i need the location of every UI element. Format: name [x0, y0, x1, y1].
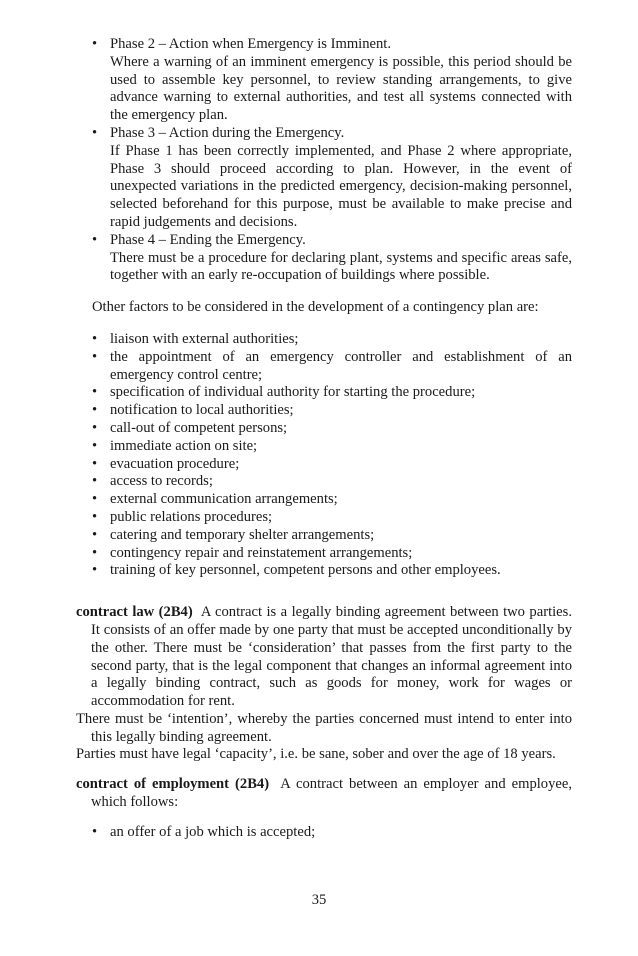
list-item-text: external communication arrangements; [110, 491, 338, 508]
list-item-text: an offer of a job which is accepted; [110, 823, 316, 840]
entry-text: There must be ‘intention’, whereby the parties concerned must intend to enter into this legally binding agreement. [76, 710, 572, 745]
list-item-text: call-out of competent persons; [110, 419, 288, 436]
phase-heading: Phase 2 – Action when Emergency is Imminent. [110, 36, 392, 52]
list-item [76, 545, 572, 563]
list-item [76, 824, 572, 842]
list-item [76, 438, 572, 456]
phase-list [76, 36, 572, 285]
list-item-text: public relations procedures; [110, 508, 273, 525]
list-item-text: training of key personnel, competent persons and other employees. [110, 562, 501, 579]
list-item [76, 331, 572, 349]
phase-heading: Phase 4 – Ending the Emergency. [110, 231, 306, 248]
page-number: 35 [311, 892, 327, 908]
list-item-text: specification of individual authority for starting the procedure; [110, 384, 476, 401]
bullet-icon: • [92, 455, 98, 472]
bullet-icon: • [92, 231, 98, 248]
bullet-icon: • [92, 526, 98, 543]
list-item-text: the appointment of an emergency controller and establishment of an emergency control centre; [110, 348, 572, 383]
bullet-icon: • [92, 437, 98, 454]
list-item [76, 491, 572, 509]
list-item-text: catering and temporary shelter arrangements; [110, 526, 375, 543]
spacer [76, 592, 572, 604]
list-item-text: access to records; [110, 473, 213, 490]
phase-body: If Phase 1 has been correctly implemented, and Phase 2 where appropriate, Phase 3 should proceed according to plan. However, in the event of unexpected variations in the predicted emergency, decision-making personnel, selected beforehand for this purpose, must be available to make precise and rapid judgements and decisions. [110, 142, 572, 230]
spacer [76, 580, 572, 592]
bullet-icon: • [92, 348, 98, 365]
phase-body: Where a warning of an imminent emergency is possible, this period should be used to assemble key personnel, to review standing arrangements, to give advance warning to external authorities, and test all systems connected with the emergency plan. [110, 53, 572, 124]
bullet-icon: • [92, 402, 98, 419]
phase-item [76, 125, 572, 232]
bullet-icon: • [92, 823, 98, 840]
phase-heading: Phase 3 – Action during the Emergency. [110, 124, 345, 141]
bullet-icon: • [92, 36, 98, 52]
list-item [76, 420, 572, 438]
bullet-icon: • [92, 562, 98, 579]
list-item-text: immediate action on site; [110, 437, 258, 454]
entry-text: A contract between an employer and employee, which follows: [91, 776, 572, 811]
bullet-icon: • [92, 384, 98, 401]
list-item [76, 527, 572, 545]
spacer [76, 812, 572, 824]
list-item-text: liaison with external authorities; [110, 330, 299, 347]
phase-item [76, 36, 572, 125]
bullet-icon: • [92, 419, 98, 436]
bullet-icon: • [92, 508, 98, 525]
list-item [76, 456, 572, 474]
phase-body: There must be a procedure for declaring plant, systems and specific areas safe, together with an early re-occupation of buildings where possible. [110, 249, 572, 284]
bullet-icon: • [92, 473, 98, 490]
bullet-icon: • [92, 544, 98, 561]
bullet-icon: • [92, 124, 98, 141]
entry-term: contract law (2B4) [76, 604, 193, 621]
entry-text: A contract is a legally binding agreement between two parties. It consists of an offer made by one party that must be accepted unconditionally by the other. There must be ‘consideration’ that passes from the first party to the second party, that is the legal component that changes an informal agreement into a legally binding contract, such as goods for money, work for wages or accommodation for rent. [91, 604, 572, 710]
list-item-text: contingency repair and reinstatement arrangements; [110, 544, 413, 561]
phase-item [76, 232, 572, 285]
spacer [76, 764, 572, 776]
glossary-entry-contract-of-employment [76, 776, 572, 812]
list-item [76, 473, 572, 491]
factors-intro: Other factors to be considered in the development of a contingency plan are: [92, 299, 539, 316]
factors-list [76, 331, 572, 580]
list-item-text: notification to local authorities; [110, 402, 294, 419]
bullet-icon: • [92, 330, 98, 347]
entry-text: Parties must have legal ‘capacity’, i.e. be sane, sober and over the age of 18 years. [76, 746, 556, 763]
entry-term: contract of employment (2B4) [76, 776, 270, 793]
glossary-entry-contract-law [76, 604, 572, 764]
list-item [76, 384, 572, 402]
page-text [76, 36, 572, 842]
bullet-icon: • [92, 491, 98, 508]
list-item [76, 402, 572, 420]
list-item [76, 509, 572, 527]
employment-list [76, 824, 572, 842]
list-item-text: evacuation procedure; [110, 455, 240, 472]
list-item [76, 562, 572, 580]
list-item [76, 349, 572, 385]
